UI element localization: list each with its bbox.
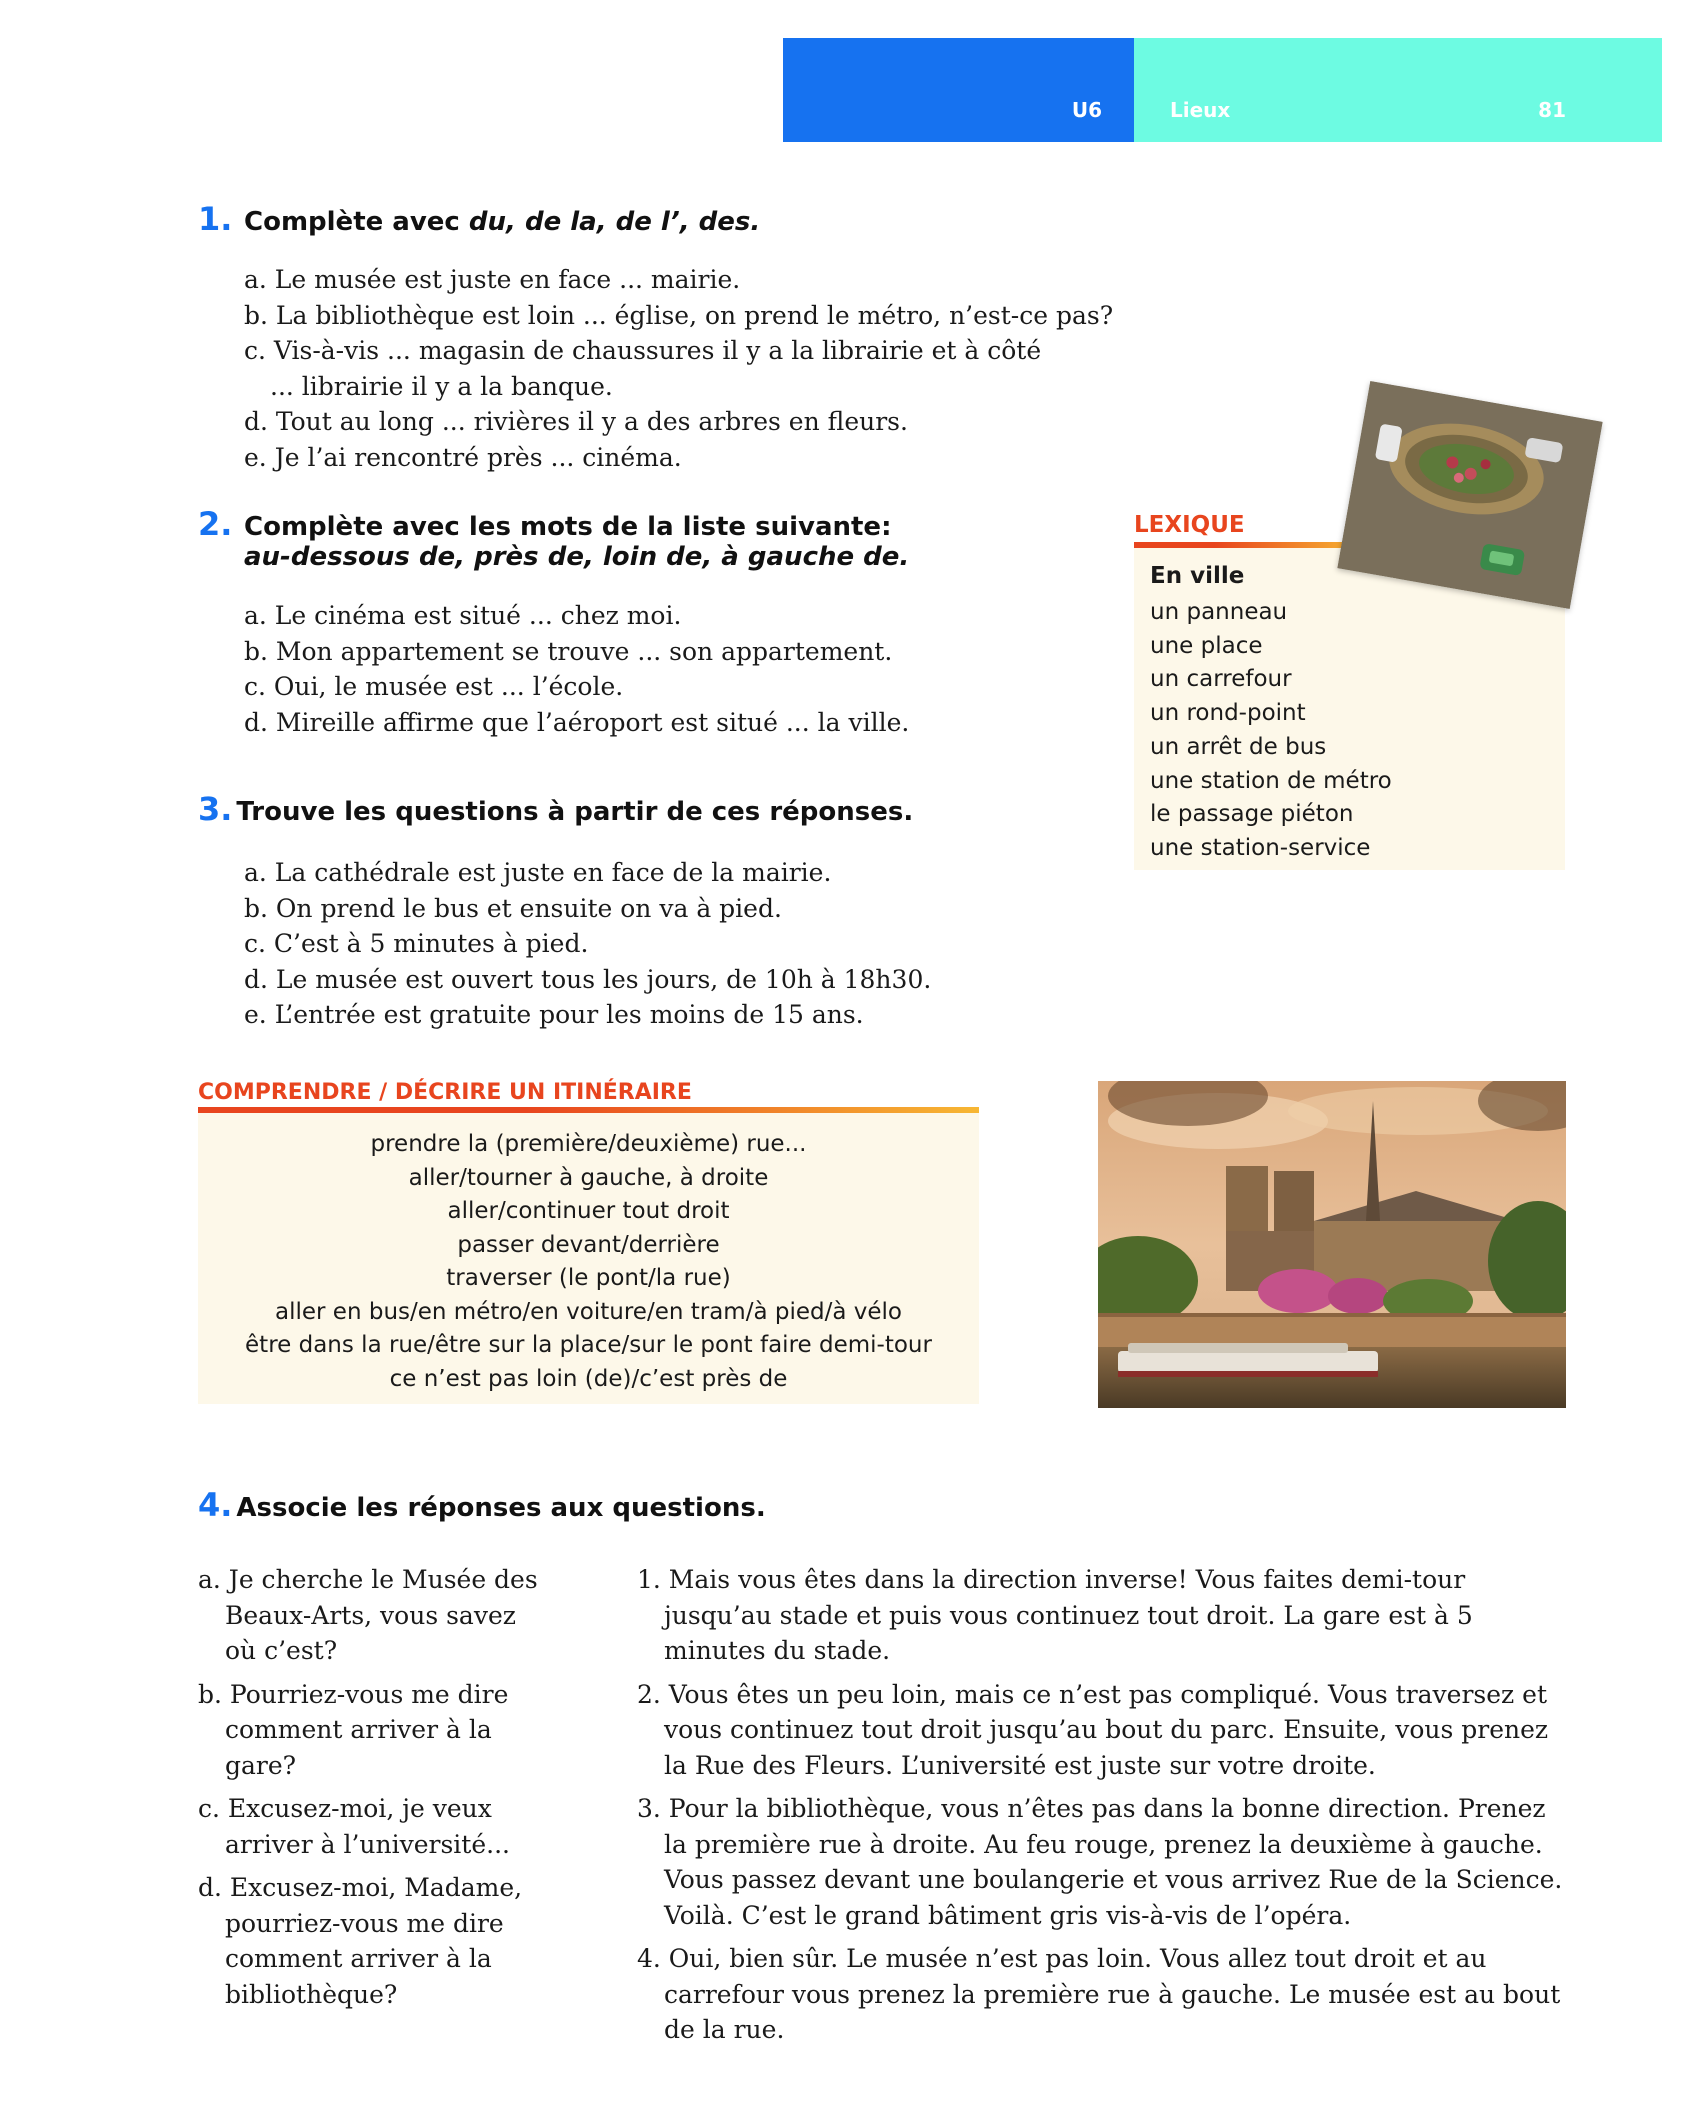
question-item: a. Je cherche le Musée des Beaux-Arts, vous savez où c’est? [198,1565,538,1665]
itineraire-label: COMPRENDRE / DÉCRIRE UN ITINÉRAIRE [198,1080,692,1105]
exercise-2-items [244,598,1124,740]
answer-item: 2. Vous êtes un peu loin, mais ce n’est pas compliqué. Vous traversez et vous continuez tout droit jusqu’au bout du parc. Ensuite, vous prenez la Rue des Fleurs. L’université est juste sur votre droite. [637,1679,1549,1780]
lexique-item: une station de métro [1150,767,1392,794]
exercise-4-answers [637,1562,1572,2056]
itineraire-item: aller/tourner à gauche, à droite [408,1164,769,1191]
lexique-underline [1134,542,1364,548]
cathedral-photo [1098,1081,1566,1408]
itineraire-item: passer devant/derrière [457,1231,720,1258]
list-item: a. Le cinéma est situé ... chez moi. [244,601,682,630]
list-item: d. Le musée est ouvert tous les jours, de 10h à 18h30. [244,964,932,994]
exercise-2 [198,505,1098,572]
lexique-item: un rond-point [1150,700,1306,727]
list-item: b. On prend le bus et ensuite on va à pied. [244,893,782,923]
itineraire-item: traverser (le pont/la rue) [446,1265,731,1291]
list-item: d. Tout au long ... rivières il y a des arbres en fleurs. [244,407,908,436]
exercise-number: 1. [198,200,233,238]
lexique-heading: En ville [1150,563,1245,589]
lexique-item: un arrêt de bus [1150,733,1327,760]
exercise-1-items [244,262,1124,475]
exercise-number: 3. [198,790,233,828]
exercise-title: Associe les réponses aux questions. [236,1493,766,1523]
lexique-item: une place [1150,632,1263,659]
itineraire-item: prendre la (première/deuxième) rue... [370,1131,807,1157]
list-item: e. Je l’ai rencontré près ... cinéma. [244,442,682,472]
itineraire-box [198,1113,979,1404]
list-item: a. Le musée est juste en face ... mairie. [244,265,741,294]
itineraire-item: ce n’est pas loin (de)/c’est près de [389,1365,788,1392]
unit-title: Lieux [1170,98,1231,122]
exercise-title: Complète avec les mots de la liste suivante: au-dessous de, près de, loin de, à gauche de. [244,512,910,572]
exercise-1-heading [198,200,1098,238]
exercise-number: 4. [198,1486,233,1524]
list-item: b. Mon appartement se trouve ... son appartement. [244,636,893,666]
itineraire-item: aller en bus/en métro/en voiture/en tram/à pied/à vélo [275,1298,902,1325]
page-number: 81 [1538,98,1566,122]
exercise-title: Complète avec du, de la, de l’, des. [244,207,761,237]
exercise-3 [198,790,1098,828]
itineraire-list [198,1113,979,1396]
question-item: d. Excusez-moi, Madame, pourriez-vous me dire comment arriver à la bibliothèque? [198,1873,523,2009]
list-item: c. Oui, le musée est ... l’école. [244,672,624,701]
list-item: a. La cathédrale est juste en face de la mairie. [244,858,832,887]
answer-item: 4. Oui, bien sûr. Le musée n’est pas loin. Vous allez tout droit et au carrefour vous prenez la première rue à gauche. Le musée est au bout de la rue. [637,1944,1561,2044]
list-item: c. Vis-à-vis ... magasin de chaussures il y a la librairie et à côté ... librairie il y a la banque. [244,336,1042,401]
list-item: e. L’entrée est gratuite pour les moins de 15 ans. [244,1000,864,1029]
itineraire-item: aller/continuer tout droit [447,1198,730,1224]
exercise-title: Trouve les questions à partir de ces réponses. [236,797,914,827]
header-title-block [1134,38,1662,142]
unit-label: U6 [1071,98,1102,122]
list-item: b. La bibliothèque est loin ... église, on prend le métro, n’est-ce pas? [244,300,1114,330]
exercise-number: 2. [198,505,233,543]
header-unit-block [783,38,1134,142]
question-item: b. Pourriez-vous me dire comment arriver à la gare? [198,1679,509,1780]
exercise-3-items [244,855,1124,1033]
exercise-4-questions [198,1562,538,2020]
lexique-item: un panneau [1150,599,1288,625]
lexique-item: un carrefour [1150,666,1292,693]
answer-item: 3. Pour la bibliothèque, vous n’êtes pas dans la bonne direction. Prenez la première rue à droite. Au feu rouge, prenez la deuxième à gauche. Vous passez devant une boulangerie et vous arrivez Rue de la Science. Voilà. C’est le grand bâtiment gris vis-à-vis de l’opéra. [637,1794,1563,1930]
list-item: c. C’est à 5 minutes à pied. [244,929,589,958]
roundabout-image [1337,381,1602,609]
itineraire-item: être dans la rue/être sur la place/sur le pont faire demi-tour [245,1332,932,1358]
roundabout-photo [1337,381,1602,609]
lexique-label: LEXIQUE [1134,512,1245,538]
exercise-4-heading [198,1486,1098,1524]
question-item: c. Excusez-moi, je veux arriver à l’université... [198,1794,510,1859]
lexique-item: le passage piéton [1150,801,1354,828]
list-item: d. Mireille affirme que l’aéroport est situé ... la ville. [244,707,910,737]
exercise-2-heading [198,505,1098,572]
lexique-list [1150,596,1550,866]
cathedral-image [1098,1081,1566,1408]
exercise-1 [198,200,1098,238]
answer-item: 1. Mais vous êtes dans la direction inverse! Vous faites demi-tour jusqu’au stade et puis vous continuez tout droit. La gare est à 5 minutes du stade. [637,1565,1473,1665]
exercise-4 [198,1486,1098,1524]
lexique-item: une station-service [1150,834,1371,861]
exercise-3-heading [198,790,1098,828]
